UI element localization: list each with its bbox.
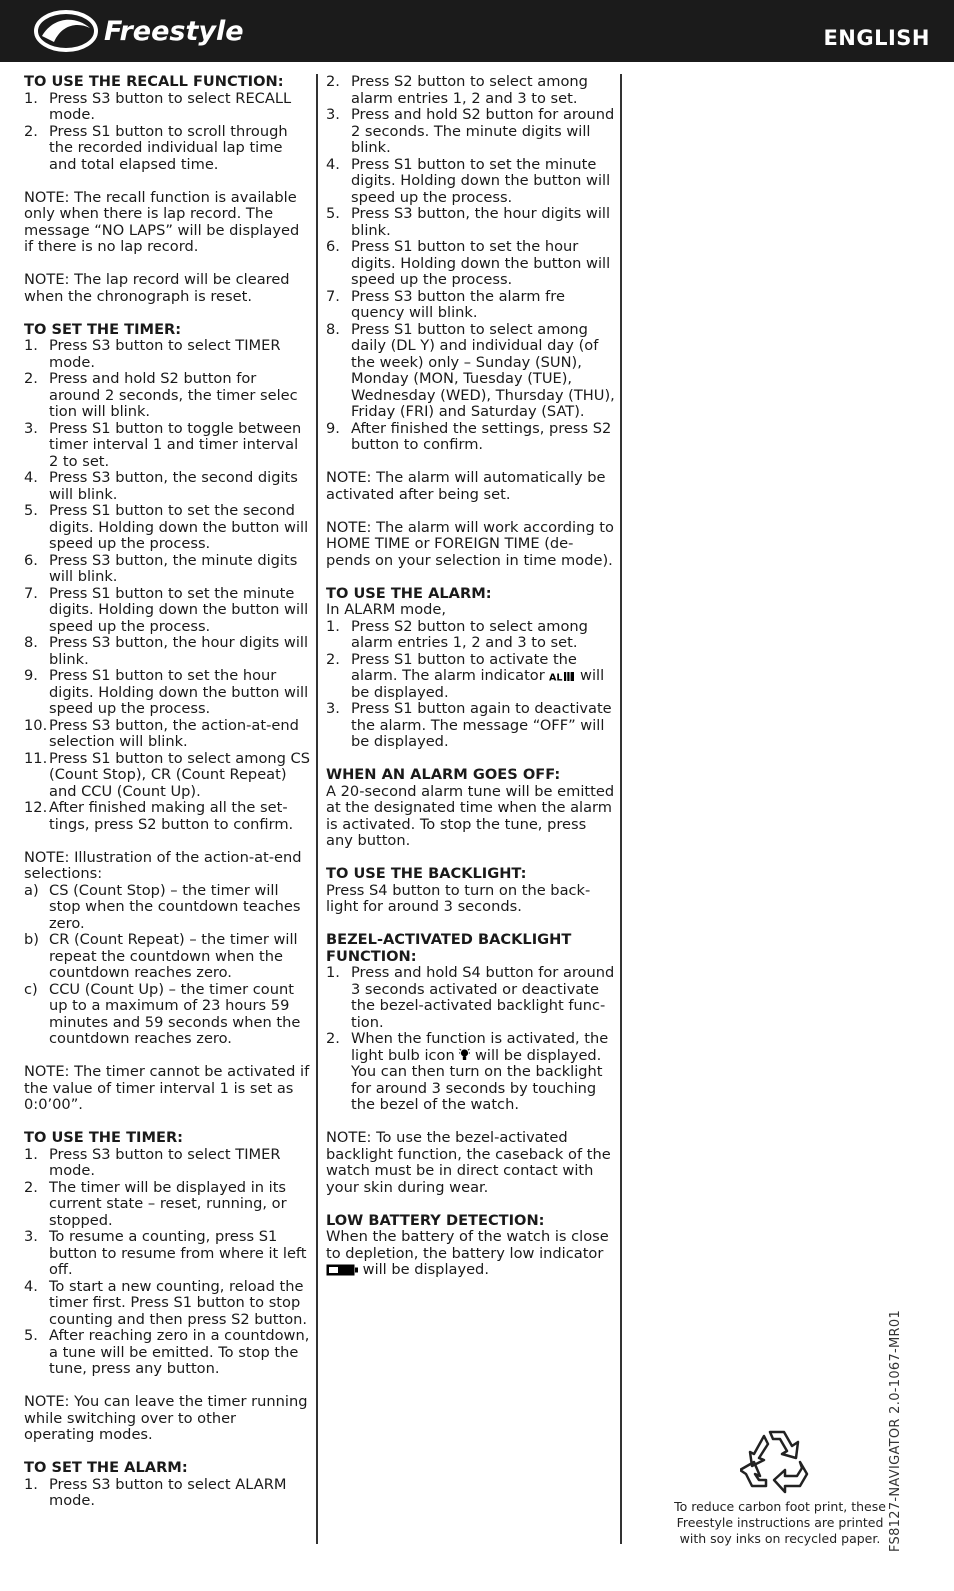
battery-heading: LOW BATTERY DETECTION: xyxy=(326,1211,545,1229)
use-timer-note: NOTE: You can leave the timer running while switching over to other operating modes. xyxy=(24,1393,308,1443)
list-text: CCU (Count Up) – the timer count up to a maximum of 23 hours 59 minutes and 59 seconds when the countdown reaches zero. xyxy=(49,980,301,1047)
language-label: ENGLISH xyxy=(823,26,930,50)
list-item: 2. When the function is activated, the light bulb icon will be displayed. You can then turn on the backlight for around 3 seconds by touching the bezel of the watch. xyxy=(326,1030,609,1113)
timer-note-intro: NOTE: Illustration of the action-at-end selections: xyxy=(24,848,302,882)
backlight-heading: TO USE THE BACKLIGHT: xyxy=(326,865,527,882)
alarm-indicator-icon xyxy=(549,671,575,682)
list-item xyxy=(24,800,310,833)
battery-low-icon xyxy=(326,1264,358,1276)
list-number: 2. xyxy=(24,370,38,387)
light-bulb-icon xyxy=(459,1048,470,1062)
list-number: 12. xyxy=(24,799,48,816)
list-text: To start a new counting, reload the timer first. Press S1 button to stop counting and then press S2 button. xyxy=(49,1277,308,1328)
recycle-note: To reduce carbon foot print, these Freestyle instructions are printed with soy inks on recycled paper. xyxy=(674,1499,886,1546)
list-number: 9. xyxy=(326,419,340,437)
list-item xyxy=(24,586,310,636)
list-item xyxy=(326,289,616,322)
list-item xyxy=(326,157,616,207)
document-code: FS8127-NAVIGATOR 2.0-1067-MR01 xyxy=(888,1309,903,1552)
list-number: 8. xyxy=(24,634,38,651)
list-item xyxy=(24,1180,310,1230)
list-number: 4. xyxy=(326,155,340,173)
list-number: 7. xyxy=(24,584,38,602)
list-number: 2. xyxy=(24,122,38,140)
list-item xyxy=(24,932,310,982)
column-divider-1 xyxy=(316,74,318,1544)
list-item xyxy=(326,107,616,157)
list-text: Press S1 button to scroll through the recorded individual lap time and total elapsed time. xyxy=(49,122,288,173)
battery-text: When the battery of the watch is close to depletion, the battery low indicator will be displayed. xyxy=(326,1228,609,1278)
list-text: Press S2 button to select among alarm entries 1, 2 and 3 to set. xyxy=(351,73,588,107)
list-item: 2. Press S1 button to activate the alarm. The alarm indicator AL will be displayed. xyxy=(326,650,605,701)
list-text: Press S3 button to select RECALL mode. xyxy=(49,89,292,123)
list-number: 11. xyxy=(24,749,48,767)
list-number: 1. xyxy=(24,89,38,107)
recall-note-1: NOTE: The recall function is available only when there is lap record. The message “NO LAPS” will be displayed if there is no lap record. xyxy=(24,188,300,255)
list-number: 5. xyxy=(326,205,340,222)
set-timer-steps xyxy=(24,338,310,833)
list-item xyxy=(24,1279,310,1329)
freestyle-logo xyxy=(32,8,294,54)
list-item xyxy=(24,1328,310,1378)
list-text: Press S1 button to select among daily (DL Y) and individual day (of the week) only – Sunday (SUN), Monday (MON, Tuesday (TUE), Wednesday (WED), Thursday (THU), Friday (FRI) and Saturday (SAT). xyxy=(351,320,615,420)
list-text: Press S1 button to set the second digits. Holding down the button will speed up the process. xyxy=(49,502,309,552)
list-item xyxy=(326,74,616,107)
list-item xyxy=(24,635,310,668)
list-item xyxy=(24,470,310,503)
list-text: After finished the settings, press S2 button to confirm. xyxy=(351,419,612,453)
list-text: CR (Count Repeat) – the timer will repeat the countdown when the countdown reaches zero. xyxy=(49,931,298,981)
list-item xyxy=(24,421,310,471)
list-text: After finished making all the set- tings, press S2 button to confirm. xyxy=(49,799,294,833)
header-bar xyxy=(0,0,954,62)
set-alarm-heading: TO SET THE ALARM: xyxy=(24,1459,188,1476)
list-text: Press S3 button, the second digits will blink. xyxy=(49,469,298,503)
list-text: Press S3 button, the hour digits will blink. xyxy=(49,634,309,668)
list-number: b) xyxy=(24,931,39,948)
list-number: 1. xyxy=(24,1145,38,1163)
svg-text:AL: AL xyxy=(549,672,563,682)
use-alarm-intro: In ALARM mode, xyxy=(326,601,447,618)
list-item xyxy=(24,371,310,421)
alarm-note-1: NOTE: The alarm will automatically be activated after being set. xyxy=(326,469,606,503)
list-number: 8. xyxy=(326,320,340,338)
list-text: Press S3 button, the action-at-end selection will blink. xyxy=(49,716,299,750)
list-item xyxy=(24,883,310,933)
list-number: 1. xyxy=(24,337,38,354)
list-text: Press S3 button to select TIMER mode. xyxy=(49,337,281,371)
list-item xyxy=(24,1147,310,1180)
use-timer-heading: TO USE THE TIMER: xyxy=(24,1129,184,1146)
brand-name: Freestyle xyxy=(104,16,244,47)
column-divider-2 xyxy=(620,74,622,1544)
list-number: 10. xyxy=(24,716,48,734)
use-alarm-heading: TO USE THE ALARM: xyxy=(326,584,492,602)
list-text: The timer will be displayed in its current state – reset, running, or stopped. xyxy=(49,1178,287,1229)
list-number: 3. xyxy=(24,1228,38,1245)
list-item: 1. Press and hold S4 button for around 3 seconds activated or deactivate the bezel-activated backlight func- tion. xyxy=(326,964,615,1031)
list-item xyxy=(24,124,310,174)
list-item xyxy=(24,668,310,718)
list-item xyxy=(24,1229,310,1279)
list-text: Press S1 button to set the hour digits. Holding down the button will speed up the process. xyxy=(351,238,611,288)
use-timer-steps xyxy=(24,1147,310,1378)
list-text: Press S3 button to select ALARM mode. xyxy=(49,1475,287,1509)
set-alarm-steps-cont xyxy=(326,74,616,454)
list-number: 1. xyxy=(24,1475,38,1493)
bezel-heading: BEZEL-ACTIVATED BACKLIGHT FUNCTION: xyxy=(326,931,572,965)
backlight-text: Press S4 button to turn on the back- light for around 3 seconds. xyxy=(326,881,591,915)
set-alarm-steps xyxy=(24,1477,310,1510)
alarm-note-2: NOTE: The alarm will work according to HOME TIME or FOREIGN TIME (de- pends on your selection in time mode). xyxy=(326,518,614,569)
list-text: Press S1 button to set the minute digits. Holding down the button will speed up the process. xyxy=(49,584,309,635)
list-number: 7. xyxy=(326,287,340,305)
list-item xyxy=(24,338,310,371)
list-text: Press S3 button the alarm fre quency will blink. xyxy=(351,287,565,321)
list-number: c) xyxy=(24,980,38,998)
recall-steps xyxy=(24,91,310,174)
timer-options xyxy=(24,883,310,1048)
list-item xyxy=(326,421,616,454)
list-number: 2. xyxy=(24,1178,38,1196)
list-number: 4. xyxy=(24,1277,38,1295)
list-item xyxy=(24,503,310,553)
alarm-off-heading: WHEN AN ALARM GOES OFF: xyxy=(326,766,561,783)
list-number: 6. xyxy=(326,238,340,255)
list-item xyxy=(24,91,310,124)
list-number: 5. xyxy=(24,1327,38,1344)
column-left xyxy=(24,74,310,1510)
list-text: CS (Count Stop) – the timer will stop when the countdown teaches zero. xyxy=(49,881,301,932)
list-text: Press S1 button to set the hour digits. Holding down the button will speed up the process. xyxy=(49,667,309,717)
list-number: 3. xyxy=(24,419,38,437)
alarm-off-text: A 20-second alarm tune will be emitted at the designated time when the alarm is activated. To stop the tune, press any button. xyxy=(326,782,615,849)
list-text: Press and hold S2 button for around 2 seconds, the timer selec tion will blink. xyxy=(49,370,298,420)
list-number: 3. xyxy=(326,106,340,123)
list-item: 3. Press S1 button again to deactivate the alarm. The message “OFF” will be displayed. xyxy=(326,700,612,750)
list-number: a) xyxy=(24,881,39,899)
list-item xyxy=(24,982,310,1048)
list-text: After reaching zero in a countdown, a tune will be emitted. To stop the tune, press any button. xyxy=(49,1327,310,1377)
recycle-icon xyxy=(740,1422,814,1496)
list-text: Press S3 button to select TIMER mode. xyxy=(49,1145,281,1179)
list-text: Press S3 button, the hour digits will blink. xyxy=(351,205,611,239)
set-timer-heading: TO SET THE TIMER: xyxy=(24,320,182,338)
list-text: Press S1 button to toggle between timer interval 1 and timer interval 2 to set. xyxy=(49,419,302,470)
list-item xyxy=(24,553,310,586)
list-text: To resume a counting, press S1 button to resume from where it left off. xyxy=(49,1228,307,1278)
list-item xyxy=(24,718,310,751)
column-middle xyxy=(326,74,616,1279)
list-text: Press S1 button to set the minute digits. Holding down the button will speed up the process. xyxy=(351,155,611,206)
list-item xyxy=(24,1477,310,1510)
list-item xyxy=(24,751,310,801)
list-number: 9. xyxy=(24,667,38,684)
list-number: 5. xyxy=(24,502,38,519)
list-item xyxy=(326,206,616,239)
recall-note-2: NOTE: The lap record will be cleared when the chronograph is reset. xyxy=(24,271,290,305)
list-item xyxy=(326,322,616,421)
bezel-note: NOTE: To use the bezel-activated backlight function, the caseback of the watch must be in direct contact with your skin during wear. xyxy=(326,1129,611,1196)
list-number: 6. xyxy=(24,551,38,569)
list-item xyxy=(326,239,616,289)
list-text: Press S1 button to select among CS (Count Stop), CR (Count Repeat) and CCU (Count Up). xyxy=(49,749,310,800)
recall-heading: TO USE THE RECALL FUNCTION: xyxy=(24,73,284,90)
list-number: 4. xyxy=(24,469,38,486)
timer-note-2: NOTE: The timer cannot be activated if the value of timer interval 1 is set as 0:0’00”. xyxy=(24,1063,310,1113)
list-text: Press S3 button, the minute digits will blink. xyxy=(49,551,298,585)
list-number: 2. xyxy=(326,73,340,90)
list-item: 1. Press S2 button to select among alarm entries 1, 2 and 3 to set. xyxy=(326,617,588,651)
list-text: Press and hold S2 button for around 2 seconds. The minute digits will blink. xyxy=(351,106,615,156)
